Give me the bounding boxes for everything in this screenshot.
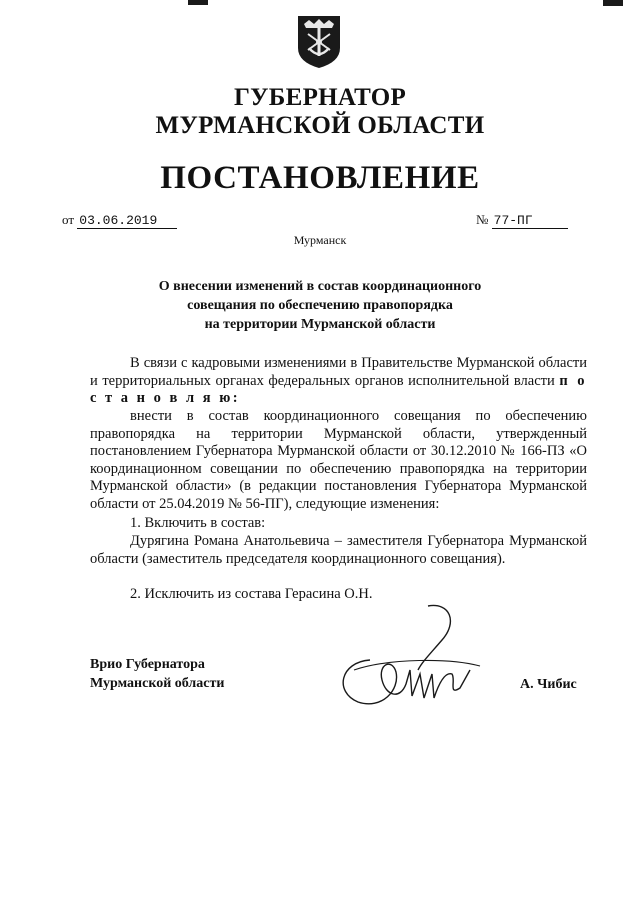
murmansk-coat-of-arms-icon — [296, 14, 342, 70]
body-paragraph: внести в состав координационного совещания по обеспечению правопорядка на территории Мурманской области, утвержденный постановлением Губернатора Мурманской области от 30.12.2010 № 166-ПЗ «О координационном совещании по обеспечению правопорядка на территории Мурманской области» (в редакции постановления Губернатора Мурманской области от 25.04.2019 № 56-ПГ), следующие изменения: — [90, 408, 587, 512]
date-value: 03.06.2019 — [77, 214, 177, 229]
body-paragraph — [90, 355, 587, 408]
date-prefix: от — [62, 212, 75, 227]
signatory-title-line-2: Мурманской области — [90, 676, 225, 691]
number-value: 77-ПГ — [492, 214, 568, 229]
subject-line-3: на территории Мурманской области — [204, 317, 436, 332]
issuer-heading — [0, 84, 640, 140]
preamble-text: В связи с кадровыми изменениями в Правительстве Мурманской области и территориальных органах федеральных органов исполнительной власти — [90, 355, 587, 389]
issuer-line-2: МУРМАНСКОЙ ОБЛАСТИ — [155, 112, 485, 139]
body-paragraph: 1. Включить в состав: — [130, 515, 266, 531]
number-prefix: № — [476, 212, 489, 227]
body-paragraph: Дурягина Романа Анатольевича – заместителя Губернатора Мурманской области (заместитель председателя координационного совещания). — [90, 533, 587, 567]
decree-word: п о с т а н о в л я ю: — [90, 372, 588, 406]
scan-mark — [188, 0, 208, 5]
city: Мурманск — [293, 233, 347, 247]
issuer-line-1: ГУБЕРНАТОР — [233, 84, 407, 111]
signatory-title-line-1: Врио Губернатора — [90, 657, 205, 672]
body-paragraph: 2. Исключить из состава Герасина О.Н. — [130, 586, 373, 602]
number-field — [476, 212, 568, 229]
date-field — [62, 212, 177, 229]
document-type: ПОСТАНОВЛЕНИЕ — [160, 160, 480, 196]
subject-line-1: О внесении изменений в состав координационного — [158, 279, 482, 294]
subject-line-2: совещания по обеспечению правопорядка — [187, 298, 453, 313]
scan-mark — [603, 0, 623, 6]
subject-heading — [0, 277, 640, 334]
signatory-title — [90, 655, 224, 693]
handwritten-signature — [330, 600, 510, 720]
signatory-name: А. Чибис — [520, 677, 577, 692]
